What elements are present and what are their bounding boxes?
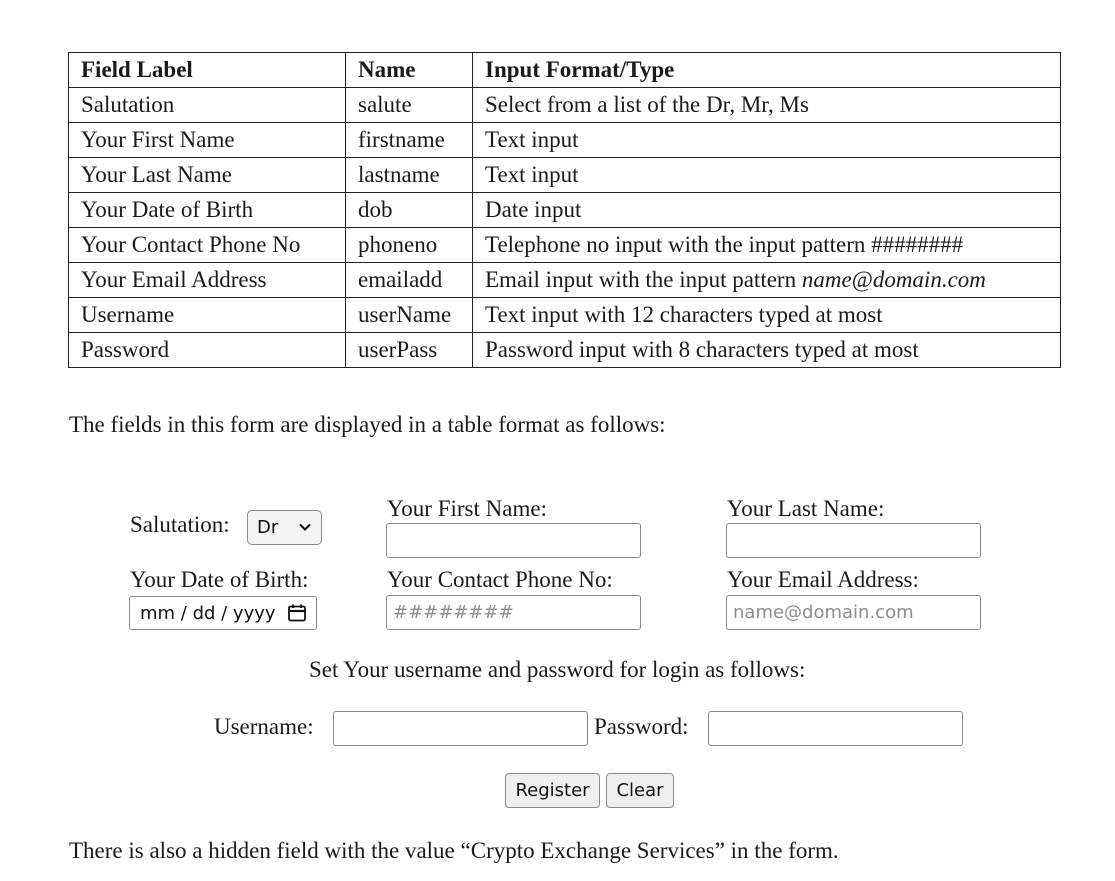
cell-label: Password [69, 333, 346, 368]
cell-name: firstname [346, 123, 473, 158]
salutation-select[interactable] [247, 510, 322, 545]
intro-paragraph: The fields in this form are displayed in a table format as follows: [69, 412, 666, 437]
header-input-format: Input Format/Type [473, 53, 1061, 88]
chevron-down-icon [298, 520, 312, 534]
username-input[interactable] [333, 711, 588, 746]
format-text: Text input with 12 characters typed at most [485, 302, 883, 327]
cell-name: dob [346, 193, 473, 228]
dob-input[interactable] [129, 596, 317, 630]
format-text: Text input [485, 127, 579, 152]
cell-format [473, 228, 1061, 263]
table-row [69, 193, 1061, 228]
table-row [69, 263, 1061, 298]
first-name-input[interactable] [386, 523, 641, 558]
header-name: Name [346, 53, 473, 88]
table-row [69, 228, 1061, 263]
cell-label: Your Last Name [69, 158, 346, 193]
cell-name: lastname [346, 158, 473, 193]
format-text: Text input [485, 162, 579, 187]
hidden-field-note: There is also a hidden field with the value “Crypto Exchange Services” in the form. [69, 838, 839, 863]
cell-label: Username [69, 298, 346, 333]
format-italic: name@domain.com [801, 267, 986, 292]
cell-label: Your Date of Birth [69, 193, 346, 228]
field-spec-table [68, 52, 1061, 368]
table-row [69, 333, 1061, 368]
table-row [69, 123, 1061, 158]
cell-label: Your Contact Phone No [69, 228, 346, 263]
calendar-icon[interactable] [287, 603, 307, 623]
table-row [69, 298, 1061, 333]
cell-label: Your First Name [69, 123, 346, 158]
format-text: Telephone no input with the input pattern ######## [485, 232, 964, 257]
cell-format [473, 88, 1061, 123]
cell-label: Your Email Address [69, 263, 346, 298]
last-name-label: Your Last Name: [727, 496, 885, 521]
salutation-label: Salutation: [130, 512, 230, 537]
dob-label: Your Date of Birth: [130, 567, 309, 592]
dob-placeholder: mm / dd / yyyy [140, 602, 276, 624]
cell-label: Salutation [69, 88, 346, 123]
phone-label: Your Contact Phone No: [387, 567, 613, 592]
cell-format [473, 298, 1061, 333]
username-label: Username: [214, 714, 314, 739]
format-text: Email input with the input pattern [485, 267, 802, 292]
phone-input[interactable] [386, 595, 641, 630]
login-heading: Set Your username and password for login as follows: [309, 657, 806, 682]
cell-format [473, 263, 1061, 298]
cell-name: emailadd [346, 263, 473, 298]
email-label: Your Email Address: [727, 567, 919, 592]
cell-format [473, 123, 1061, 158]
cell-name: phoneno [346, 228, 473, 263]
cell-format [473, 193, 1061, 228]
format-text: Date input [485, 197, 582, 222]
format-text: Select from a list of the Dr, Mr, Ms [485, 92, 809, 117]
cell-format [473, 158, 1061, 193]
password-label: Password: [594, 714, 689, 739]
first-name-label: Your First Name: [387, 496, 547, 521]
cell-name: salute [346, 88, 473, 123]
clear-button[interactable]: Clear [606, 773, 674, 808]
password-input[interactable] [708, 711, 963, 746]
cell-format [473, 333, 1061, 368]
last-name-input[interactable] [726, 523, 981, 558]
register-button[interactable]: Register [505, 773, 600, 808]
format-text: Password input with 8 characters typed at most [485, 337, 919, 362]
cell-name: userPass [346, 333, 473, 368]
table-row [69, 88, 1061, 123]
table-row [69, 158, 1061, 193]
header-field-label: Field Label [69, 53, 346, 88]
email-input[interactable] [726, 595, 981, 630]
salutation-selected-value: Dr [257, 517, 279, 538]
cell-name: userName [346, 298, 473, 333]
table-header-row [69, 53, 1061, 88]
